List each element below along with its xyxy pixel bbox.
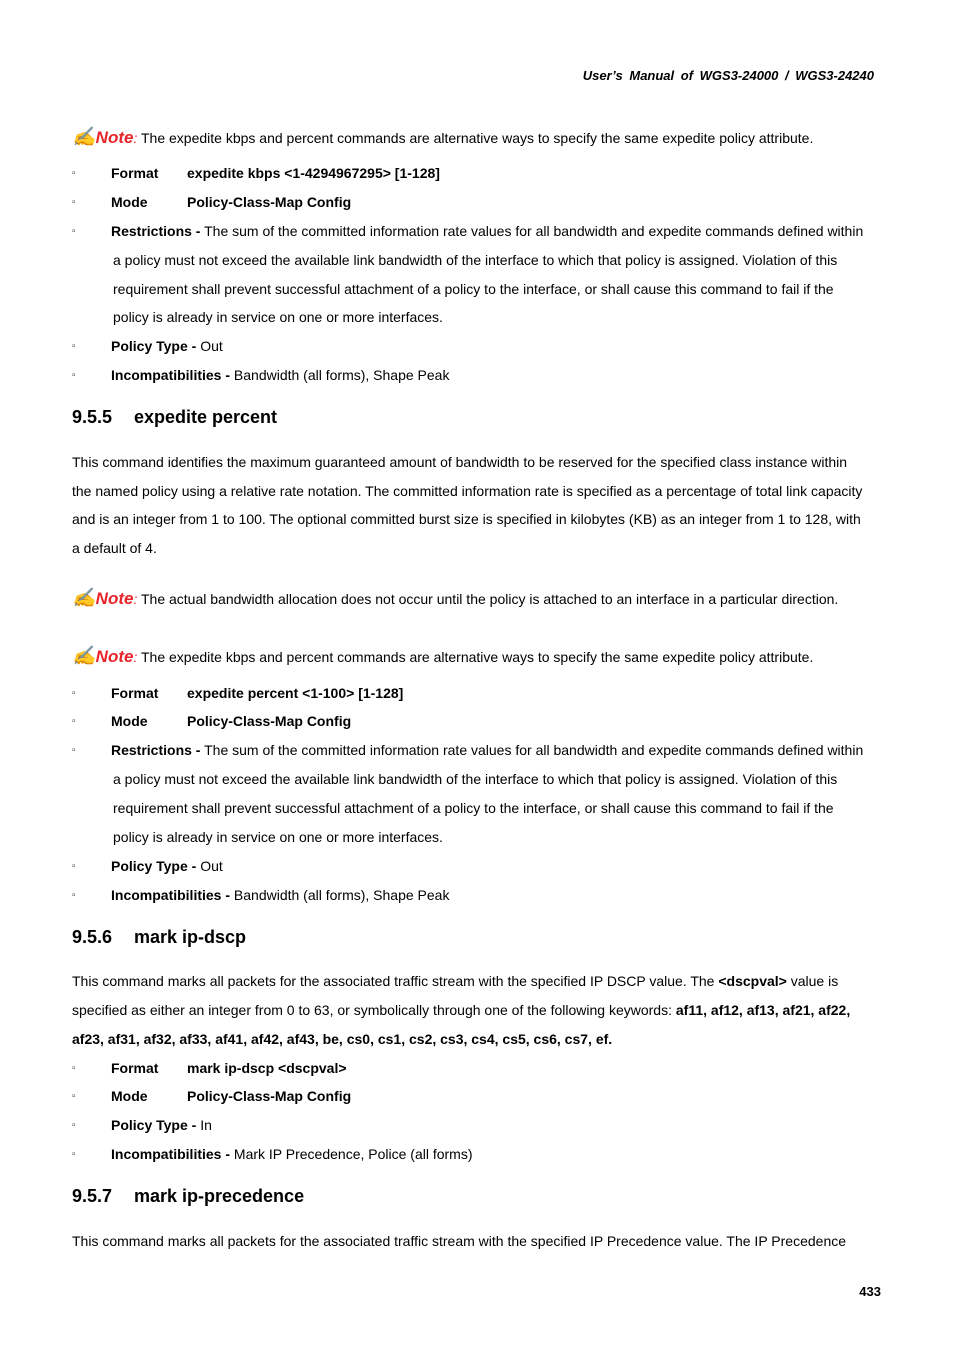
note bbox=[72, 586, 838, 610]
section-title: mark ip-precedence bbox=[134, 1186, 305, 1206]
restrictions-line: policy is already in service on one or more interfaces. bbox=[113, 309, 443, 325]
mode-value: Policy-Class-Map Config bbox=[187, 1088, 352, 1104]
bullet: ▫ bbox=[72, 370, 76, 381]
bullet: ▫ bbox=[72, 226, 76, 237]
bullet: ▫ bbox=[72, 1063, 76, 1074]
note-colon: : bbox=[133, 130, 138, 146]
restrictions-text: The sum of the committed information rate values for all bandwidth and expedite commands defined within bbox=[204, 742, 864, 758]
note-colon: : bbox=[133, 649, 138, 665]
mode-value: Policy-Class-Map Config bbox=[187, 713, 352, 729]
paragraph-line bbox=[72, 1002, 850, 1018]
mode-value: Policy-Class-Map Config bbox=[187, 194, 352, 210]
restrictions-line: requirement shall prevent successful attachment of a policy to the interface, or shall cause this command to fail if the bbox=[113, 800, 834, 816]
paragraph-line: a default of 4. bbox=[72, 540, 157, 556]
policy-type-label: Policy Type - bbox=[111, 858, 197, 874]
policy-type-value: Out bbox=[200, 858, 223, 874]
note-label: Note bbox=[95, 589, 134, 608]
format-label: Format bbox=[111, 1060, 159, 1076]
bullet: ▫ bbox=[72, 1120, 76, 1131]
paragraph-text: value is bbox=[786, 973, 839, 989]
policy-type-label: Policy Type - bbox=[111, 1117, 197, 1133]
paragraph-line: This command identifies the maximum guaranteed amount of bandwidth to be reserved for the specified class instance within bbox=[72, 454, 848, 470]
format-label: Format bbox=[111, 685, 159, 701]
note-label: Note bbox=[95, 128, 134, 147]
restrictions-line: a policy must not exceed the available link bandwidth of the interface to which that policy is assigned. Violation of this bbox=[113, 771, 838, 787]
incompatibilities-value: Bandwidth (all forms), Shape Peak bbox=[233, 367, 450, 383]
page-header: User’s Manual of WGS3-24000 / WGS3-24240 bbox=[582, 68, 874, 83]
paragraph-line: and is an integer from 1 to 100. The optional committed burst size is specified in kilobytes (KB) as an integer from 1 to 128, with bbox=[72, 511, 861, 527]
policy-type bbox=[111, 1117, 212, 1133]
incompatibilities bbox=[111, 887, 449, 903]
bullet: ▫ bbox=[72, 341, 76, 352]
bullet: ▫ bbox=[72, 745, 76, 756]
policy-type bbox=[111, 858, 223, 874]
paragraph-text: This command marks all packets for the associated traffic stream with the specified IP DSCP value. The bbox=[72, 973, 719, 989]
bullet: ▫ bbox=[72, 1149, 76, 1160]
mode-label: Mode bbox=[111, 713, 148, 729]
bullet: ▫ bbox=[72, 1091, 76, 1102]
note-colon: : bbox=[133, 591, 138, 607]
format-label: Format bbox=[111, 165, 159, 181]
incompatibilities bbox=[111, 367, 449, 383]
policy-type bbox=[111, 338, 223, 354]
policy-type-label: Policy Type - bbox=[111, 338, 197, 354]
restrictions-line bbox=[111, 742, 863, 758]
restrictions-line: requirement shall prevent successful attachment of a policy to the interface, or shall cause this command to fail if the bbox=[113, 281, 834, 297]
bullet: ▫ bbox=[72, 861, 76, 872]
mode-label: Mode bbox=[111, 1088, 148, 1104]
incompatibilities-label: Incompatibilities - bbox=[111, 1146, 231, 1162]
format-value: mark ip-dscp <dscpval> bbox=[187, 1060, 347, 1076]
note-text: The expedite kbps and percent commands are alternative ways to specify the same expedite policy attribute. bbox=[140, 649, 814, 665]
section-number: 9.5.7 bbox=[72, 1186, 113, 1206]
bullet: ▫ bbox=[72, 688, 76, 699]
restrictions-line: a policy must not exceed the available link bandwidth of the interface to which that policy is assigned. Violation of this bbox=[113, 252, 838, 268]
paragraph-bold: af11, af12, af13, af21, af22, bbox=[675, 1002, 851, 1018]
incompatibilities-value: Bandwidth (all forms), Shape Peak bbox=[233, 887, 450, 903]
restrictions-label: Restrictions - bbox=[111, 223, 201, 239]
page-number: 433 bbox=[859, 1284, 881, 1299]
format-value: expedite kbps <1-4294967295> [1-128] bbox=[187, 165, 440, 181]
note-text: The actual bandwidth allocation does not occur until the policy is attached to an interface in a particular direction. bbox=[140, 591, 839, 607]
paragraph-line: This command marks all packets for the associated traffic stream with the specified IP Precedence value. The IP Precedence bbox=[72, 1233, 847, 1249]
restrictions-label: Restrictions - bbox=[111, 742, 201, 758]
bullet: ▫ bbox=[72, 197, 76, 208]
note-label: Note bbox=[95, 647, 134, 666]
paragraph-line: af23, af31, af32, af33, af41, af42, af43, be, cs0, cs1, cs2, cs3, cs4, cs5, cs6, cs7, ef. bbox=[72, 1031, 613, 1047]
section-number: 9.5.6 bbox=[72, 927, 113, 947]
paragraph-line bbox=[72, 973, 838, 989]
incompatibilities bbox=[111, 1146, 473, 1162]
restrictions-line bbox=[111, 223, 863, 239]
incompatibilities-label: Incompatibilities - bbox=[111, 887, 231, 903]
section-heading bbox=[72, 927, 246, 948]
bullet: ▫ bbox=[72, 168, 76, 179]
paragraph-bold: <dscpval> bbox=[718, 973, 787, 989]
format-value: expedite percent <1-100> [1-128] bbox=[187, 685, 404, 701]
paragraph-text: specified as either an integer from 0 to 63, or symbolically through one of the following keywords: bbox=[72, 1002, 676, 1018]
bullet: ▫ bbox=[72, 890, 76, 901]
restrictions-text: The sum of the committed information rate values for all bandwidth and expedite commands defined within bbox=[204, 223, 864, 239]
writing-hand-icon: ✍ bbox=[72, 588, 96, 609]
policy-type-value: In bbox=[200, 1117, 212, 1133]
writing-hand-icon: ✍ bbox=[72, 127, 96, 148]
bullet: ▫ bbox=[72, 716, 76, 727]
section-heading bbox=[72, 1186, 304, 1207]
paragraph-line: the named policy using a relative rate notation. The committed information rate is specified as a percentage of total link capacity bbox=[72, 483, 863, 499]
note bbox=[72, 125, 813, 149]
incompatibilities-label: Incompatibilities - bbox=[111, 367, 231, 383]
section-heading bbox=[72, 407, 277, 428]
restrictions-line: policy is already in service on one or more interfaces. bbox=[113, 829, 443, 845]
mode-label: Mode bbox=[111, 194, 148, 210]
section-number: 9.5.5 bbox=[72, 407, 113, 427]
note-text: The expedite kbps and percent commands are alternative ways to specify the same expedite policy attribute. bbox=[140, 130, 814, 146]
note bbox=[72, 644, 813, 668]
writing-hand-icon: ✍ bbox=[72, 646, 96, 667]
incompatibilities-value: Mark IP Precedence, Police (all forms) bbox=[233, 1146, 473, 1162]
section-title: mark ip-dscp bbox=[134, 927, 247, 947]
policy-type-value: Out bbox=[200, 338, 223, 354]
section-title: expedite percent bbox=[134, 407, 278, 427]
